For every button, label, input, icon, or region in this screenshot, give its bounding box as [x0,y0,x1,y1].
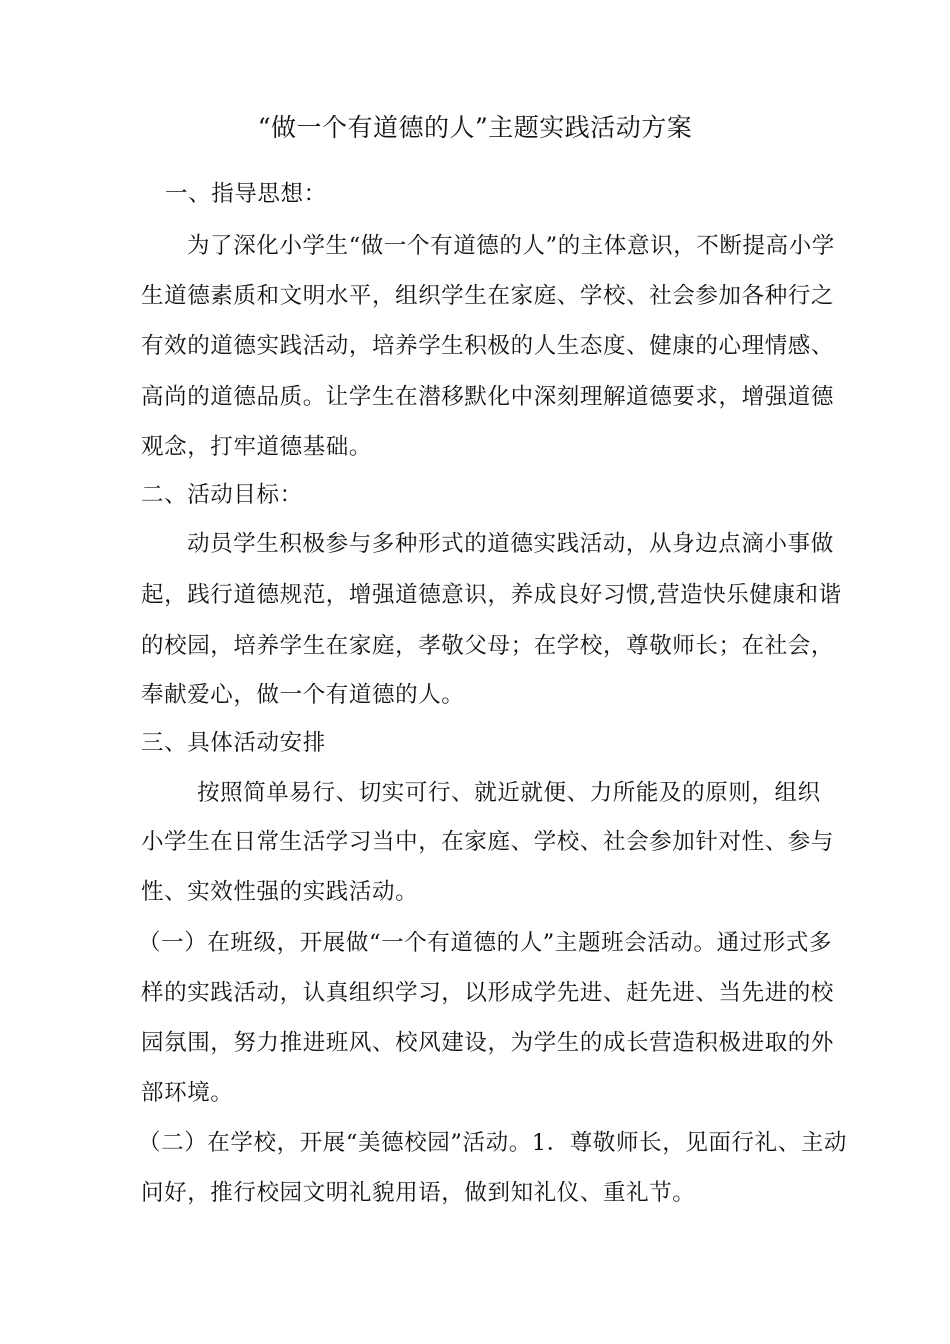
paragraph-line: 为了深化小学生“做一个有道德的人”的主体意识，不断提高小学 [187,233,835,259]
paragraph-line: 问好，推行校园文明礼貌用语，做到知礼仪、重礼节。 [141,1180,696,1206]
paragraph-line: 起，践行道德规范，增强道德意识，养成良好习惯,营造快乐健康和谐 [141,582,842,608]
paragraph-line: 动员学生积极参与多种形式的道德实践活动，从身边点滴小事做 [187,531,834,557]
section-heading-1: 一、指导思想： [165,181,327,207]
paragraph-line: 园氛围，努力推进班风、校风建设，为学生的成长营造积极进取的外 [141,1030,835,1056]
paragraph-line: 性、实效性强的实践活动。 [141,879,419,905]
paragraph-line: 部环境。 [141,1080,234,1106]
subsection-line: （二）在学校，开展“美德校园”活动。1．尊敬师长，见面行礼、主动 [138,1130,848,1156]
paragraph-line: 的校园，培养学生在家庭，孝敬父母；在学校，尊敬师长；在社会， [141,633,835,659]
paragraph-line: 奉献爱心，做一个有道德的人。 [141,682,465,708]
paragraph-line: 按照简单易行、切实可行、就近就便、力所能及的原则，组织 [197,780,821,806]
document-title: “做一个有道德的人”主题实践活动方案 [257,113,693,142]
section-heading-2: 二、活动目标： [141,482,303,508]
section-heading-3: 三、具体活动安排 [141,730,326,756]
paragraph-line: 高尚的道德品质。让学生在潜移默化中深刻理解道德要求，增强道德 [141,384,835,410]
paragraph-line: 观念，打牢道德基础。 [141,434,373,460]
paragraph-line: 生道德素质和文明水平，组织学生在家庭、学校、社会参加各种行之 [141,283,835,309]
paragraph-line: 样的实践活动，认真组织学习，以形成学先进、赶先进、当先进的校 [141,980,835,1006]
paragraph-line: 有效的道德实践活动，培养学生积极的人生态度、健康的心理情感、 [141,333,835,359]
subsection-line: （一）在班级，开展做“一个有道德的人”主题班会活动。通过形式多 [138,930,833,956]
paragraph-line: 小学生在日常生活学习当中，在家庭、学校、社会参加针对性、参与 [141,829,835,855]
